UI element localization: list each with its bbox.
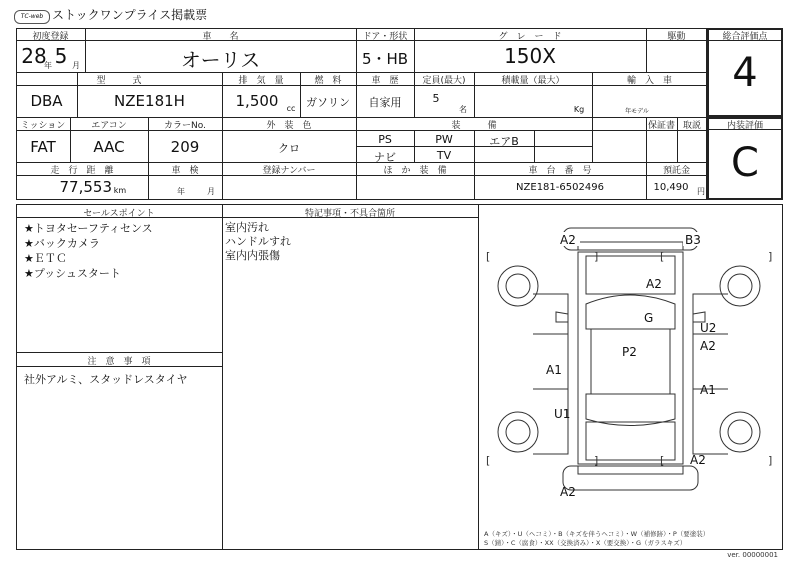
capacity-unit: 名: [459, 105, 467, 114]
aircon: AAC: [93, 138, 125, 156]
label-price: 預託金: [662, 166, 690, 176]
inspection-year-unit: 年: [177, 187, 185, 196]
label-special-notes: 特記事項・不具合箇所: [304, 209, 395, 219]
label-total-score: 総合評価点: [722, 32, 768, 42]
label-capacity: 定員(最大): [422, 76, 466, 86]
logo: TC-web: [14, 10, 50, 24]
reg-month-unit: 月: [72, 61, 80, 70]
capacity: 5: [432, 92, 440, 105]
special-notes-list: [225, 221, 291, 263]
label-model: 型 式: [96, 76, 142, 86]
mark-front-right: B3: [685, 233, 701, 247]
equipment-item: エアB: [489, 135, 519, 148]
label-aircon: エアコン: [91, 121, 127, 131]
model-prefix: DBA: [30, 92, 63, 110]
displacement-unit: cc: [286, 104, 296, 113]
model: NZE181H: [114, 92, 185, 110]
label-import: 輸 入 車: [626, 76, 672, 86]
list-item: ★ＥＴＣ: [24, 252, 67, 265]
history: 自家用: [368, 96, 402, 109]
label-chassis-no: 車 台 番 号: [528, 166, 592, 176]
equipment-item: TV: [436, 149, 452, 162]
label-drive: 駆動: [667, 32, 686, 42]
diagram-legend-2: S（錆）・C（腐食）・XX（交換済み）・X（要交換）・G（ガラスキズ）: [484, 539, 687, 547]
list-item: 室内汚れ: [225, 221, 269, 234]
label-other-equipment: ほ か 装 備: [383, 166, 447, 176]
mark-left-door: A1: [546, 363, 562, 377]
inspection-month-unit: 月: [207, 187, 215, 196]
mark-right-door: A1: [700, 383, 716, 397]
bracket-left: [: [486, 454, 491, 467]
color-no: 209: [170, 138, 200, 156]
chassis-no: NZE181-6502496: [516, 182, 604, 193]
label-door-shape: ドア・形状: [362, 32, 408, 42]
bracket-left: [: [486, 250, 491, 263]
label-history: 車 歴: [371, 76, 399, 86]
exterior-color: クロ: [278, 142, 300, 155]
mark-roof: P2: [622, 345, 637, 359]
mark-rear-right: A2: [690, 453, 706, 467]
grade: 150X: [504, 44, 556, 68]
label-warranty: 保証書: [647, 121, 675, 131]
label-equipment: 装 備: [451, 121, 497, 131]
equipment-item: PS: [378, 133, 392, 146]
list-item: ★トヨタセーフティセンス: [24, 222, 153, 235]
equipment-item: ナビ: [374, 151, 396, 164]
mark-left-rear: U1: [554, 407, 571, 421]
label-displacement: 排 気 量: [238, 76, 284, 86]
mileage-unit: km: [113, 186, 127, 195]
door-shape: 5・HB: [361, 50, 409, 68]
mark-windshield: G: [644, 311, 654, 325]
import-note: 年モデル: [625, 108, 649, 115]
label-car-name: 車 名: [202, 32, 239, 42]
equipment-item: PW: [435, 133, 453, 146]
label-load: 積載量（最大）: [501, 76, 565, 86]
car-name: オーリス: [180, 48, 261, 72]
caution-list: [24, 372, 188, 387]
tire-front-right: [720, 266, 760, 306]
label-exterior: 外 装 色: [266, 121, 312, 131]
bracket-left: [: [660, 250, 665, 263]
list-item: ★プッシュスタート: [24, 267, 121, 280]
diagram-legend-1: A（キズ）・U（ヘコミ）・B（キズを伴うヘコミ）・W（補修跡）・P（要塗装）: [484, 530, 710, 538]
reg-month: 5: [54, 44, 68, 68]
label-inspection: 車 検: [171, 166, 199, 176]
label-sales-point: セールスポイント: [83, 209, 155, 219]
price: 10,490: [653, 182, 689, 193]
interior-score: C: [731, 140, 759, 186]
reg-year: 28: [21, 44, 47, 68]
load-unit: Kg: [573, 105, 585, 114]
label-caution: 注 意 事 項: [87, 357, 151, 367]
mission: FAT: [30, 138, 56, 156]
mark-right-fender2: A2: [700, 339, 716, 353]
mark-front-left: A2: [560, 233, 576, 247]
page-title: ストックワンプライス掲載票: [52, 8, 208, 22]
bracket-right: ]: [594, 454, 599, 467]
version-label: ver. 00000001: [727, 551, 778, 559]
mark-right-fender: U2: [700, 321, 717, 335]
mileage: 77,553: [59, 178, 112, 196]
label-manual: 取説: [682, 121, 701, 131]
total-score: 4: [732, 50, 758, 96]
bracket-right: ]: [594, 250, 599, 263]
tire-rear-right: [720, 412, 760, 452]
list-item: 社外アルミ、スタッドレスタイヤ: [24, 373, 188, 386]
label-first-reg: 初度登録: [32, 32, 69, 42]
bracket-left: [: [660, 454, 665, 467]
label-plate: 登録ナンバー: [262, 166, 316, 176]
price-unit: 円: [697, 187, 705, 196]
label-grade: グ レ ー ド: [498, 32, 562, 42]
label-mission: ミッション: [20, 121, 66, 131]
label-mileage: 走 行 距 離: [50, 166, 114, 176]
list-item: 室内内張傷: [225, 249, 280, 262]
label-interior-score: 内装評価: [726, 121, 763, 131]
tire-rear-left: [498, 412, 538, 452]
sales-point-list: [24, 221, 153, 281]
bracket-right: ]: [768, 454, 773, 467]
mark-hood: A2: [646, 277, 662, 291]
list-item: ★バックカメラ: [24, 237, 100, 250]
car-damage-diagram: [478, 204, 783, 550]
displacement: 1,500: [235, 92, 279, 110]
fuel: ガソリン: [306, 96, 350, 109]
label-fuel: 燃 料: [314, 76, 342, 86]
reg-year-unit: 年: [44, 61, 52, 70]
label-color-no: カラーNo.: [164, 121, 206, 131]
mark-rear-left: A2: [560, 485, 576, 499]
tire-front-left: [498, 266, 538, 306]
list-item: ハンドルすれ: [225, 235, 291, 248]
bracket-right: ]: [768, 250, 773, 263]
